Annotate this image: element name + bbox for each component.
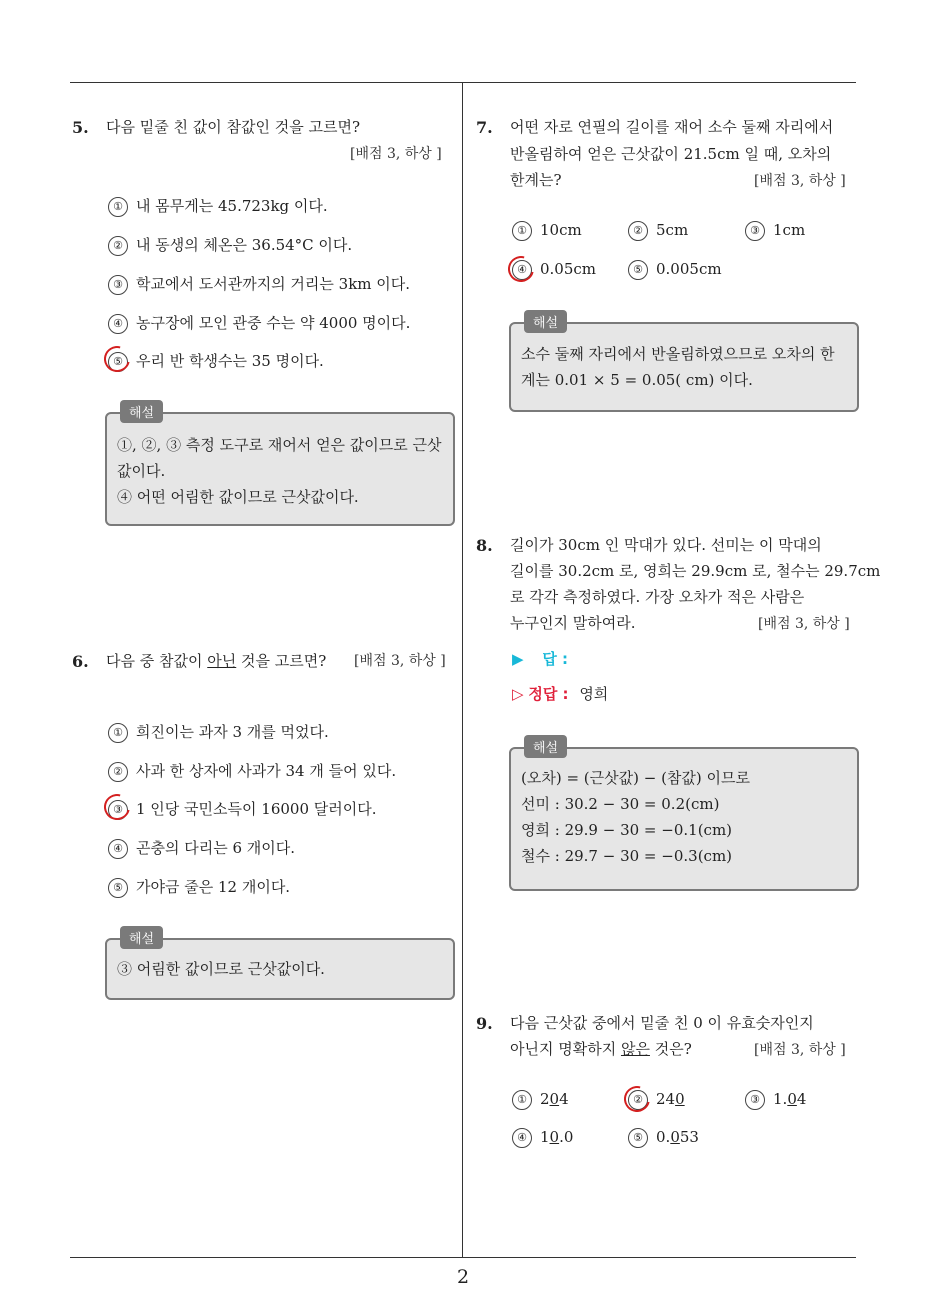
underlined-word: 아닌 xyxy=(207,652,237,670)
score-label: [배점 3, 하상 ] xyxy=(754,173,846,189)
option-text-part: 4 xyxy=(559,1090,569,1108)
question-line-1: 어떤 자로 연필의 길이를 재어 소수 둘째 자리에서 xyxy=(510,118,834,136)
option-text: 농구장에 모인 관중 수는 약 4000 명이다. xyxy=(136,314,411,332)
question-number: 8. xyxy=(476,536,493,555)
option-3[interactable] xyxy=(745,221,805,241)
option-text: 내 동생의 체온은 36.54°C 이다. xyxy=(136,236,353,254)
explanation-box xyxy=(509,747,859,891)
text-part: 것은? xyxy=(649,1040,692,1058)
option-3[interactable] xyxy=(108,798,377,820)
explanation-line-2: ④ 어떤 어림한 값이므로 근삿값이다. xyxy=(117,488,359,506)
option-4[interactable] xyxy=(108,312,410,334)
option-text-part: 24 xyxy=(656,1090,676,1108)
explanation-line-1: ①, ②, ③ 측정 도구로 재어서 얻은 값이므로 근삿값이다. xyxy=(117,436,442,480)
option-mark: ③ xyxy=(745,1090,765,1110)
correct-arrow-icon: ▷ xyxy=(512,685,524,703)
explanation-tag: 해설 xyxy=(524,310,567,333)
option-mark: ④ xyxy=(108,314,128,334)
option-text-part: 1. xyxy=(773,1090,788,1108)
question-line-2: 길이를 30.2cm 로, 영희는 29.9cm 로, 철수는 29.7cm xyxy=(510,562,881,580)
option-text: 가야금 줄은 12 개이다. xyxy=(136,878,291,896)
correct-value: 영희 xyxy=(579,685,609,703)
question-line-1: 길이가 30cm 인 막대가 있다. 선미는 이 막대의 xyxy=(510,536,822,554)
explanation-line-1: ③ 어림한 값이므로 근삿값이다. xyxy=(117,960,325,978)
option-5[interactable] xyxy=(108,350,324,372)
question-line-3: 로 각각 측정하였다. 가장 오차가 적은 사람은 xyxy=(510,588,805,606)
option-mark: ① xyxy=(108,197,128,217)
option-mark: ② xyxy=(628,221,648,241)
option-4[interactable] xyxy=(512,1128,573,1148)
option-mark: ④ xyxy=(108,839,128,859)
answer-arrow-icon: ▶ xyxy=(512,650,524,668)
correct-label: 정답 : xyxy=(528,685,569,703)
option-1[interactable] xyxy=(512,1090,569,1110)
option-mark: ② xyxy=(108,236,128,256)
option-3[interactable] xyxy=(745,1090,806,1110)
option-text-part: 4 xyxy=(796,1090,807,1108)
option-5[interactable] xyxy=(628,260,722,280)
text-part: 다음 중 참값이 xyxy=(106,652,208,670)
option-3[interactable] xyxy=(108,273,410,295)
option-mark: ④ xyxy=(512,260,532,280)
option-1[interactable] xyxy=(108,721,329,743)
option-mark: ③ xyxy=(108,275,128,295)
question-line-4: 누구인지 말하여라. xyxy=(510,614,636,632)
explanation-tag: 해설 xyxy=(120,926,163,949)
option-text: 1cm xyxy=(773,221,806,239)
option-2[interactable] xyxy=(628,221,688,241)
option-text: 내 몸무게는 45.723kg 이다. xyxy=(136,197,328,215)
explanation-line-2: 계는 0.01 × 5 = 0.05( cm) 이다. xyxy=(521,371,753,389)
question-line-2 xyxy=(510,1036,692,1063)
option-text: 0.005cm xyxy=(656,260,722,278)
option-mark: ② xyxy=(108,762,128,782)
option-text: 희진이는 과자 3 개를 먹었다. xyxy=(136,723,329,741)
option-text: 학교에서 도서관까지의 거리는 3km 이다. xyxy=(136,275,411,293)
option-text-part: 1 xyxy=(540,1128,550,1146)
option-4[interactable] xyxy=(108,837,295,859)
top-rule xyxy=(70,82,856,83)
option-text: 1 인당 국민소득이 16000 달러이다. xyxy=(136,800,377,818)
answer-circle-mark xyxy=(619,1081,655,1117)
option-text: 곤충의 다리는 6 개이다. xyxy=(136,839,296,857)
underlined-digit: 0 xyxy=(549,1090,560,1108)
option-mark: ② xyxy=(628,1090,648,1110)
underlined-digit: 0 xyxy=(675,1090,685,1108)
underlined-digit: 0 xyxy=(549,1128,560,1146)
option-mark: ⑤ xyxy=(108,878,128,898)
option-text: 5cm xyxy=(656,221,689,239)
option-1[interactable] xyxy=(108,195,328,217)
option-mark: ③ xyxy=(745,221,765,241)
option-mark: ⑤ xyxy=(108,352,128,372)
answer-circle-mark xyxy=(503,251,539,287)
score-label: [배점 3, 하상 ] xyxy=(350,146,442,162)
option-text-part: .0 xyxy=(559,1128,574,1146)
question-text xyxy=(106,648,326,675)
option-mark: ① xyxy=(512,221,532,241)
question-line-1: 다음 근삿값 중에서 밑줄 친 0 이 유효숫자인지 xyxy=(510,1014,814,1032)
score-label: [배점 3, 하상 ] xyxy=(754,1042,846,1058)
underlined-word: 않은 xyxy=(620,1040,650,1058)
question-number: 7. xyxy=(476,118,493,137)
option-text-part: 2 xyxy=(540,1090,550,1108)
bottom-rule xyxy=(70,1257,856,1258)
column-divider xyxy=(462,82,463,1258)
explanation-line-2: 선미 : 30.2 − 30 = 0.2(cm) xyxy=(521,795,720,813)
option-text: 사과 한 상자에 사과가 34 개 들어 있다. xyxy=(136,762,397,780)
option-mark: ④ xyxy=(512,1128,532,1148)
question-number: 9. xyxy=(476,1014,493,1033)
text-part: 아닌지 명확하지 xyxy=(510,1040,621,1058)
correct-answer xyxy=(512,683,608,704)
explanation-box xyxy=(509,322,859,412)
explanation-line-1: (오차) = (근삿값) − (참값) 이므로 xyxy=(521,769,750,787)
explanation-line-4: 철수 : 29.7 − 30 = −0.3(cm) xyxy=(521,847,733,865)
underlined-digit: 0 xyxy=(670,1128,680,1146)
question-line-2: 반올림하여 얻은 근삿값이 21.5cm 일 때, 오차의 xyxy=(510,145,832,163)
question-number: 5. xyxy=(72,118,89,137)
option-mark: ③ xyxy=(108,800,128,820)
explanation-tag: 해설 xyxy=(524,735,567,758)
explanation-line-3: 영희 : 29.9 − 30 = −0.1(cm) xyxy=(521,821,733,839)
underlined-digit: 0 xyxy=(787,1090,797,1108)
option-2[interactable] xyxy=(108,760,396,782)
page-number: 2 xyxy=(456,1266,470,1288)
option-2[interactable] xyxy=(108,234,352,256)
option-text-part: 0. xyxy=(656,1128,671,1146)
option-1[interactable] xyxy=(512,221,582,241)
question-number: 6. xyxy=(72,652,89,671)
option-5[interactable] xyxy=(628,1128,699,1148)
option-mark: ⑤ xyxy=(628,260,648,280)
option-text-part: 53 xyxy=(679,1128,699,1146)
answer-label: 답 : xyxy=(542,650,569,668)
option-mark: ① xyxy=(108,723,128,743)
option-text: 우리 반 학생수는 35 명이다. xyxy=(136,352,324,370)
explanation-box xyxy=(105,412,455,526)
option-text: 0.05cm xyxy=(540,260,597,278)
question-line-3: 한계는? xyxy=(510,171,562,189)
answer-field[interactable] xyxy=(512,648,568,669)
option-5[interactable] xyxy=(108,876,290,898)
option-text: 10cm xyxy=(540,221,582,239)
text-part: 것을 고르면? xyxy=(236,652,327,670)
explanation-line-1: 소수 둘째 자리에서 반올림하였으므로 오차의 한 xyxy=(521,345,835,363)
option-mark: ⑤ xyxy=(628,1128,648,1148)
score-label: [배점 3, 하상 ] xyxy=(758,616,850,632)
explanation-tag: 해설 xyxy=(120,400,163,423)
option-mark: ① xyxy=(512,1090,532,1110)
question-text: 다음 밑줄 친 값이 참값인 것을 고르면? xyxy=(106,118,361,136)
score-label: [배점 3, 하상 ] xyxy=(354,653,446,669)
